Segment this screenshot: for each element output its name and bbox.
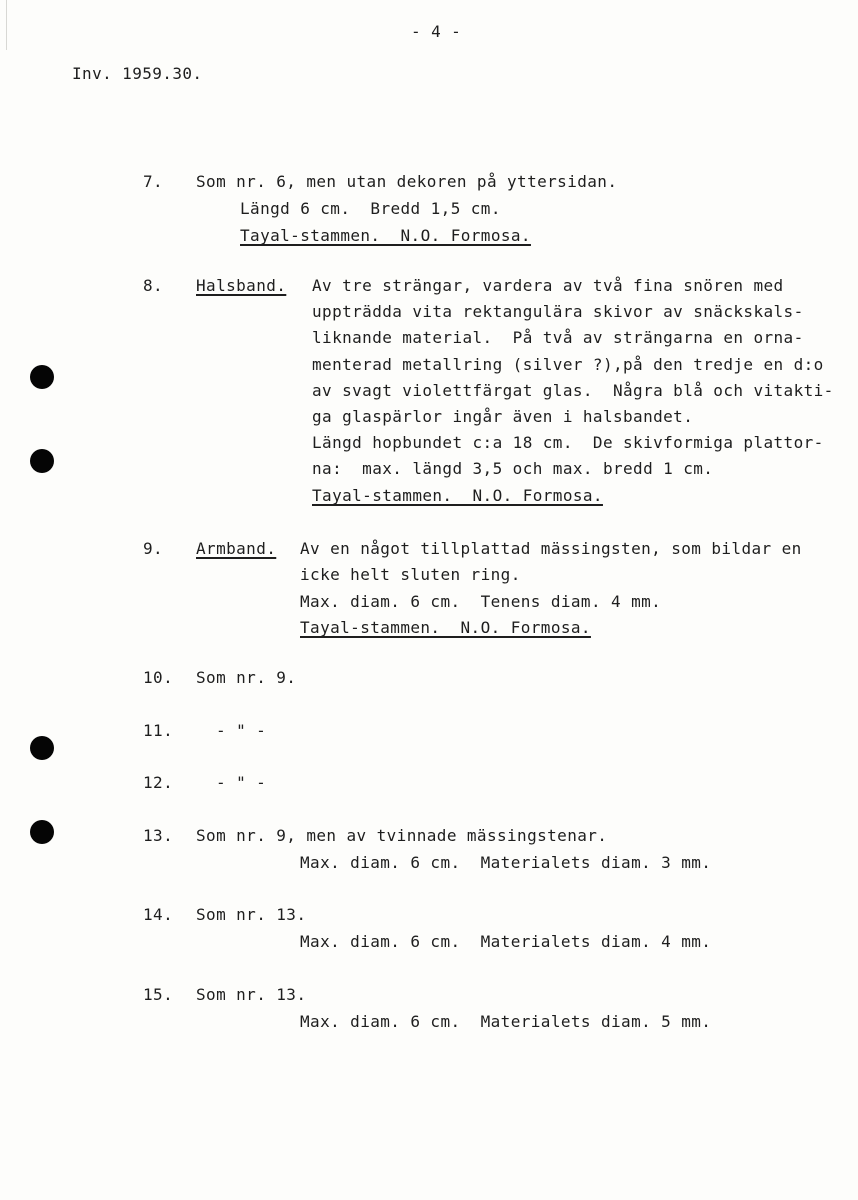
item-number: 13. (143, 826, 174, 845)
punch-hole (30, 449, 54, 473)
item-description-line: liknande material. På två av strängarna en orna- (312, 328, 804, 347)
ditto-mark: - " - (216, 773, 267, 792)
page-number: - 4 - (411, 22, 462, 41)
item-description-line: Som nr. 9, men av tvinnade mässingstenar. (196, 826, 608, 845)
item-description-line: Som nr. 9. (196, 668, 297, 687)
punch-hole (30, 365, 54, 389)
item-number: 7. (143, 172, 164, 191)
item-description-line: Längd hopbundet c:a 18 cm. De skivformiga plattor- (312, 433, 824, 452)
punch-hole (30, 736, 54, 760)
item-origin: Tayal-stammen. N.O. Formosa. (312, 486, 603, 505)
item-measurements: Max. diam. 6 cm. Materialets diam. 4 mm. (300, 932, 712, 951)
item-measurements: Max. diam. 6 cm. Materialets diam. 3 mm. (300, 853, 712, 872)
item-title: Halsband. (196, 276, 287, 295)
item-description-line: na: max. längd 3,5 och max. bredd 1 cm. (312, 459, 714, 478)
item-title: Armband. (196, 539, 277, 558)
item-number: 15. (143, 985, 174, 1004)
item-measurements: Max. diam. 6 cm. Materialets diam. 5 mm. (300, 1012, 712, 1031)
item-description-line: Som nr. 6, men utan dekoren på yttersidan. (196, 172, 618, 191)
item-description-line: ga glaspärlor ingår även i halsbandet. (312, 407, 694, 426)
punch-hole (30, 820, 54, 844)
item-origin: Tayal-stammen. N.O. Formosa. (240, 226, 531, 245)
item-description-line: uppträdda vita rektangulära skivor av snäckskals- (312, 302, 804, 321)
item-description-line: Av tre strängar, vardera av två fina snören med (312, 276, 784, 295)
item-description-line: icke helt sluten ring. (300, 565, 521, 584)
item-number: 11. (143, 721, 174, 740)
item-measurements: Längd 6 cm. Bredd 1,5 cm. (240, 199, 501, 218)
item-number: 8. (143, 276, 164, 295)
item-origin: Tayal-stammen. N.O. Formosa. (300, 618, 591, 637)
item-description-line: Som nr. 13. (196, 985, 307, 1004)
inventory-number: Inv. 1959.30. (72, 64, 203, 83)
item-description-line: av svagt violettfärgat glas. Några blå och vitakti- (312, 381, 834, 400)
item-measurements: Max. diam. 6 cm. Tenens diam. 4 mm. (300, 592, 662, 611)
page-edge-mark (6, 0, 7, 50)
item-number: 12. (143, 773, 174, 792)
ditto-mark: - " - (216, 721, 267, 740)
item-description-line: Som nr. 13. (196, 905, 307, 924)
item-number: 14. (143, 905, 174, 924)
item-number: 9. (143, 539, 164, 558)
item-description-line: Av en något tillplattad mässingsten, som bildar en (300, 539, 802, 558)
item-number: 10. (143, 668, 174, 687)
item-description-line: menterad metallring (silver ?),på den tredje en d:o (312, 355, 824, 374)
